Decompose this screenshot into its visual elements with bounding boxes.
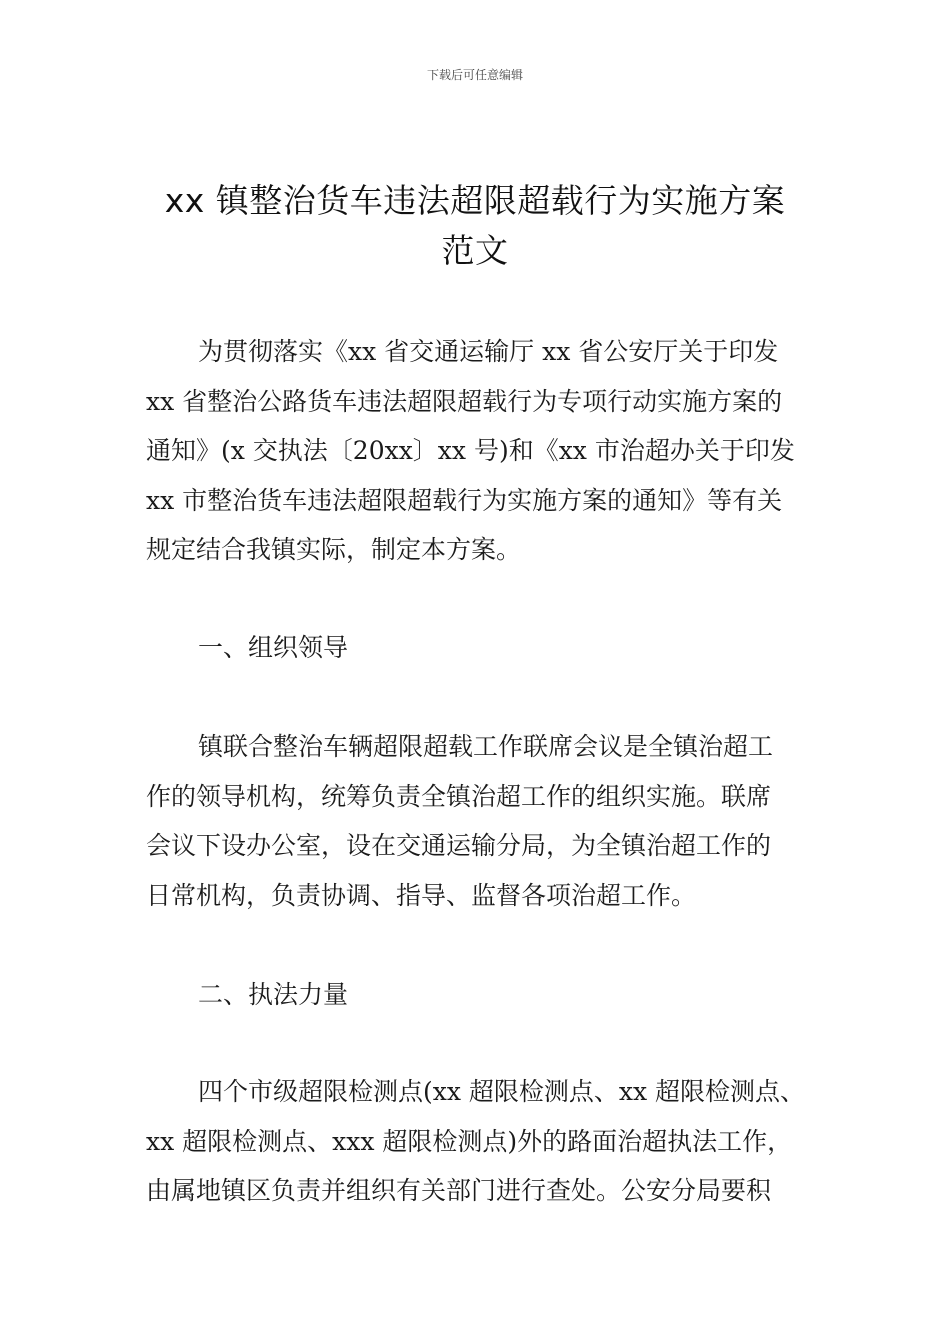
paragraph-line: 作的领导机构，统筹负责全镇治超工作的组织实施。联席 (146, 781, 772, 811)
section-heading-text: 二、执法力量 (198, 980, 349, 1009)
paragraph-enforcement (146, 1067, 816, 1216)
document-title (120, 176, 830, 276)
paragraph-line: 会议下设办公室，设在交通运输分局，为全镇治超工作的 (146, 831, 772, 860)
section-heading-text: 一、组织领导 (198, 633, 349, 662)
paragraph-line: 日常机构，负责协调、指导、监督各项治超工作。 (146, 880, 697, 910)
paragraph-line: 镇联合整治车辆超限超载工作联席会议是全镇治超工 (198, 732, 774, 761)
header-note: 下载后可任意编辑 (426, 68, 523, 82)
section-heading-1 (146, 623, 816, 673)
paragraph-line: 为贯彻落实《xx 省交通运输厅 xx 省公安厅关于印发 (198, 337, 779, 366)
paragraph-line: 四个市级超限检测点(xx 超限检测点、xx 超限检测点、 (198, 1077, 806, 1106)
paragraph-line: xx 超限检测点、xxx 超限检测点)外的路面治超执法工作， (146, 1126, 793, 1156)
title-line-2: 范文 (441, 231, 509, 270)
paragraph-organization (146, 722, 816, 920)
paragraph-line: 通知》(x 交执法〔20xx〕xx 号)和《xx 市治超办关于印发 (146, 436, 795, 465)
paragraph-line: xx 省整治公路货车违法超限超载行为专项行动实施方案的 (146, 386, 783, 416)
paragraph-intro (146, 327, 816, 575)
paragraph-line: 规定结合我镇实际，制定本方案。 (146, 535, 522, 564)
title-line-1: xx 镇整治货车违法超限超载行为实施方案 (164, 181, 786, 220)
section-heading-2 (146, 970, 816, 1020)
paragraph-line: xx 市整治货车违法超限超载行为实施方案的通知》等有关 (146, 485, 783, 515)
paragraph-line: 由属地镇区负责并组织有关部门进行查处。公安分局要积 (146, 1176, 772, 1205)
